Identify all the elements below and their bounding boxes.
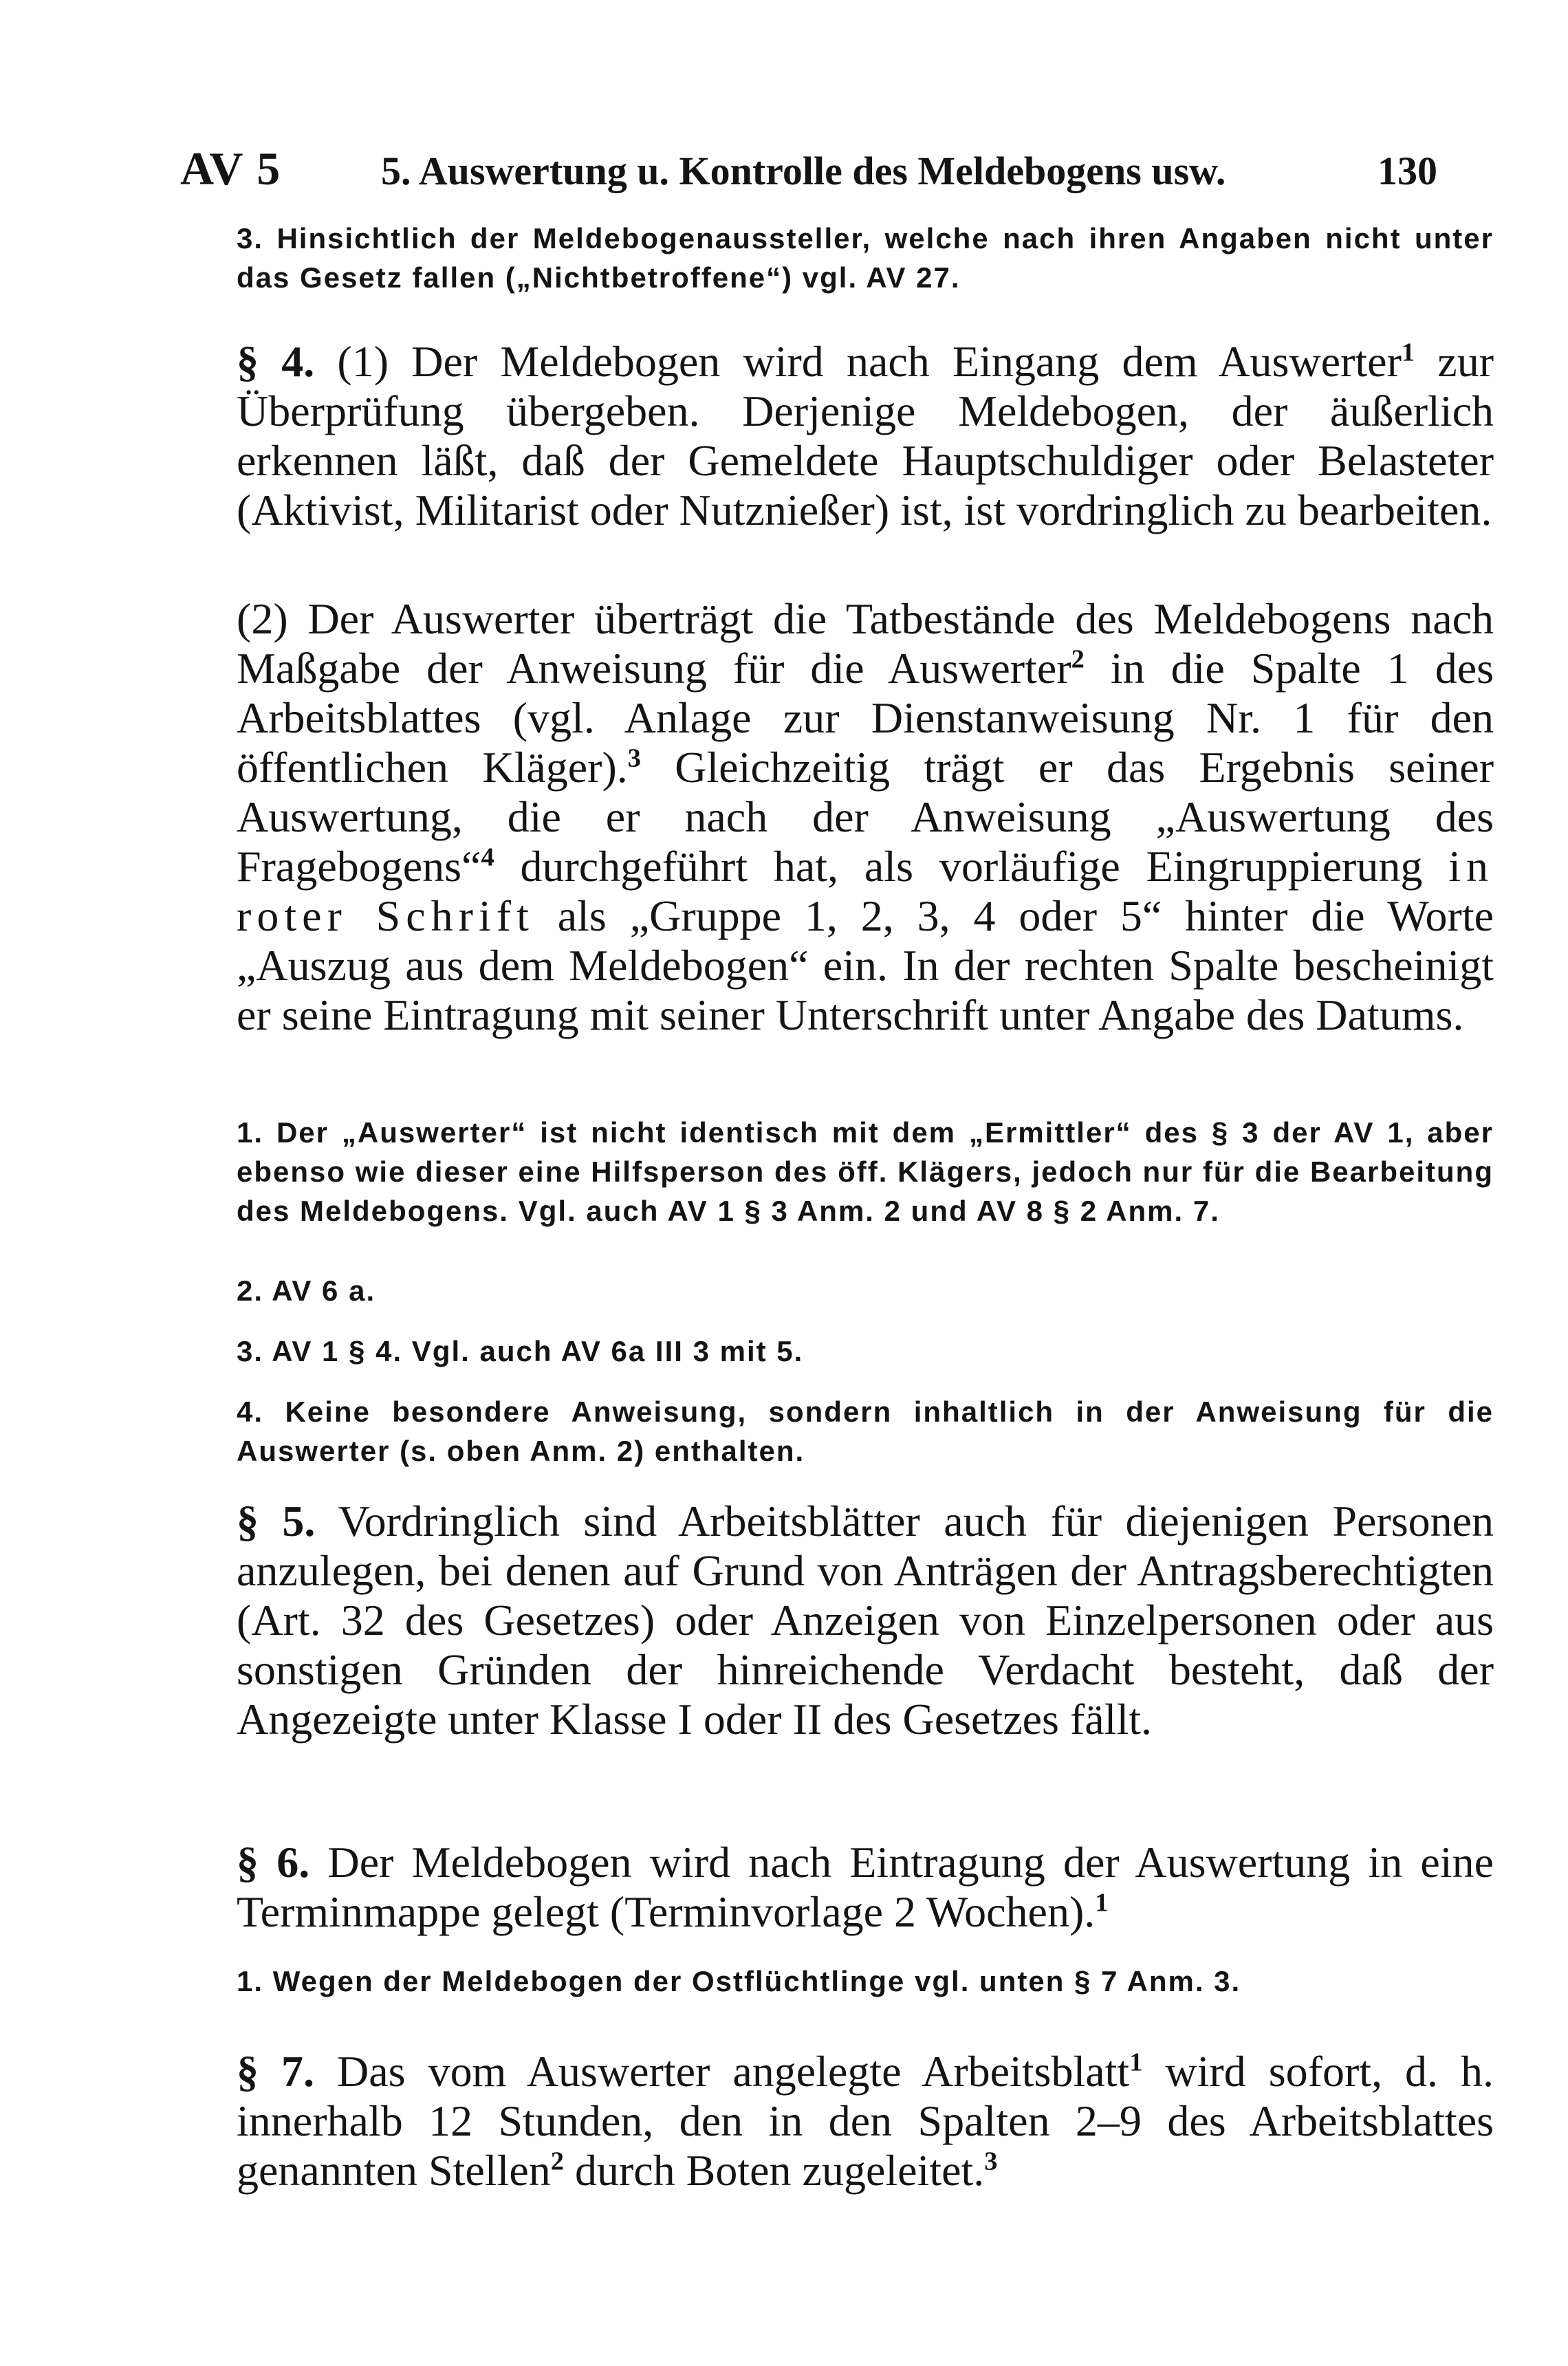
paragraph-text: durch Boten zugeleitet. [563, 2146, 985, 2195]
footnote-text: Wegen der Meldebogen der Ostflüchtlinge vgl. unten § 7 Anm. 3. [272, 1965, 1241, 1997]
footnote-number: 2. [237, 1274, 264, 1307]
footnote-text: AV 6 a. [272, 1274, 376, 1307]
section-mark: § 7. [237, 2047, 315, 2096]
paragraph-text: (1) Der Meldebogen wird nach Eingang dem Auswerter [337, 337, 1402, 386]
page-header [180, 138, 1437, 199]
footnote-text: Keine besondere Anweisung, sondern inhaltlich in der Anweisung für die Auswerter (s. oben Anm. 2) enthalten. [237, 1396, 1494, 1467]
section-5 [180, 1497, 1494, 1744]
paragraph-text: Vordringlich sind Arbeitsblätter auch für diejenigen Personen anzulegen, bei denen auf Grund von Anträgen der Antragsberechtigten (Art. 32 des Gesetzes) oder Anzeigen von Einzelpersonen oder aus sonstigen Gründen der hinreichende Verdacht besteht, daß der Angezeigte unter Klasse I oder II des Gesetzes fällt. [237, 1497, 1494, 1744]
regulation-code: AV 5 [180, 142, 282, 195]
paragraph-text: Der Meldebogen wird nach Eintragung der Auswertung in eine Terminmappe gelegt (Terminvorlage 2 Wochen). [237, 1838, 1494, 1936]
footnote-ref: 1 [1129, 2048, 1143, 2077]
section-4-paragraph-1 [180, 337, 1494, 535]
footnote-ref: 2 [550, 2147, 564, 2176]
footnote-number: 1. [237, 1116, 264, 1149]
section-mark: § 5. [237, 1497, 316, 1545]
paragraph-text: Gleichzeitig trägt er das Ergebnis seiner Auswertung, die er nach der Anweisung „Auswertung des Fragebogens“ [237, 743, 1494, 891]
footnote-ref: 3 [984, 2147, 998, 2176]
footnote-ref: 3 [627, 744, 641, 773]
footnote-ref: 1 [1401, 338, 1415, 367]
paragraph-text: durchgeführt hat, als vorläufige Eingruppierung [494, 842, 1449, 891]
emphasized-text: in roter Schrift [237, 842, 1494, 940]
paragraph-text: in die Spalte 1 des Arbeitsblattes (vgl. Anlage zur Dienstanweisung Nr. 1 für den öffentlichen Kläger). [237, 644, 1494, 792]
paragraph-text: (2) Der Auswerter überträgt die Tatbestände des Meldebogens nach Maßgabe der Anweisung für die Auswerter [237, 594, 1494, 693]
footnote-6-1 [180, 1962, 1494, 2001]
footnote-ref: 2 [1071, 644, 1085, 674]
section-7 [180, 2047, 1494, 2195]
footnote-number: 1. [237, 1965, 264, 1997]
footnote-text: Hinsichtlich der Meldebogenaussteller, welche nach ihren Angaben nicht unter das Gesetz fallen („Nichtbetroffene“) vgl. AV 27. [237, 222, 1494, 294]
footnote-number: 4. [237, 1396, 264, 1428]
footnote-4-3 [180, 1332, 1494, 1371]
running-title: 5. Auswertung u. Kontrolle des Meldebogens usw. [381, 149, 1226, 193]
footnote-ref: 1 [1095, 1888, 1109, 1918]
page-number: 130 [1378, 149, 1437, 193]
paragraph-text: als „Gruppe 1, 2, 3, 4 oder 5“ hinter die Worte „Auszug aus dem Meldebogen“ ein. In der rechten Spalte bescheinigt er seine Eintragung mit seiner Unterschrift unter Angabe des Datums. [237, 891, 1494, 1039]
section-mark: § 4. [237, 337, 315, 386]
paragraph-text: Das vom Auswerter angelegte Arbeitsblatt [337, 2047, 1130, 2096]
section-mark: § 6. [237, 1838, 310, 1887]
footnote-ref: 4 [481, 843, 494, 872]
footnote-4-4 [180, 1392, 1494, 1470]
footnote-number: 3. [237, 222, 264, 254]
footnote-text: Der „Auswerter“ ist nicht identisch mit dem „Ermittler“ des § 3 der AV 1, aber ebenso wie dieser eine Hilfsperson des öff. Klägers, jedoch nur für die Bearbeitung des Meldebogens. Vgl. auch AV 1 § 3 Anm. 2 und AV 8 § 2 Anm. 7. [237, 1116, 1494, 1227]
top-footnote [180, 219, 1494, 297]
section-4-paragraph-2 [180, 594, 1494, 1040]
section-6 [180, 1838, 1494, 1937]
footnote-4-1 [180, 1113, 1494, 1230]
paragraph-text: wird sofort, d. h. innerhalb 12 Stunden, den in den Spalten 2–9 des Arbeitsblattes genannten Stellen [237, 2047, 1494, 2195]
footnote-4-2 [180, 1271, 1494, 1310]
paragraph-text: zur Überprüfung übergeben. Derjenige Meldebogen, der äußerlich erkennen läßt, daß der Gemeldete Hauptschuldiger oder Belasteter (Aktivist, Militarist oder Nutznießer) ist, ist vordringlich zu bearbeiten. [237, 337, 1494, 534]
footnote-number: 3. [237, 1335, 264, 1367]
footnote-text: AV 1 § 4. Vgl. auch AV 6a III 3 mit 5. [272, 1335, 804, 1367]
